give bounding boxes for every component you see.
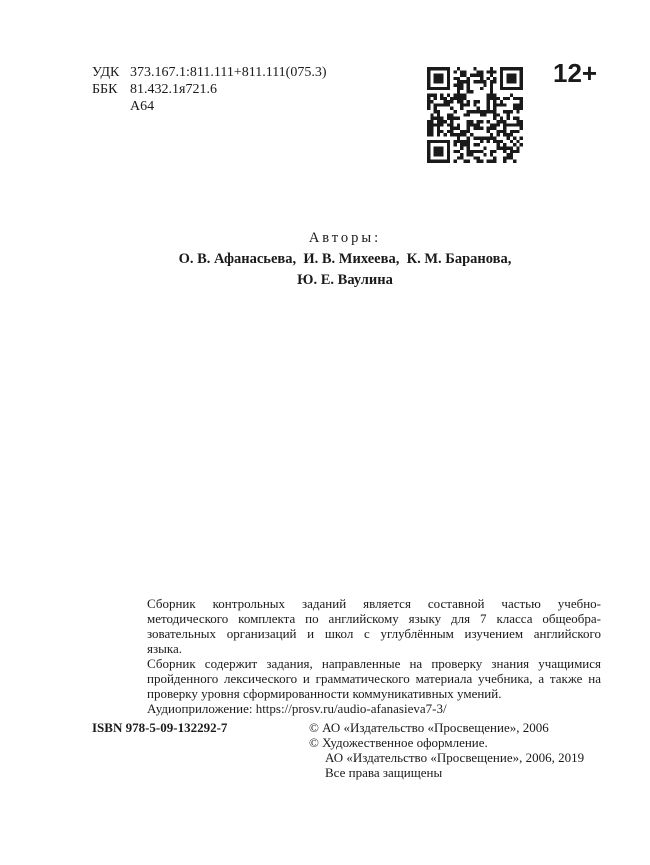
authors-heading: Авторы: [308,230,382,246]
bbk-label: ББК [92,82,118,97]
author-mark: А64 [130,99,155,114]
desc-line: Сборник контрольных заданий является составной частью учебно- [147,596,601,611]
audio-link: Аудиоприложение: https://prosv.ru/audio-afanasieva7-3/ [147,701,447,716]
copyright-line: Все права защищены [325,765,443,780]
authors-names-line2: Ю. Е. Ваулина [297,272,393,288]
desc-line: пройденного лексического и грамматического материала учебника, а также на [147,671,601,686]
desc-line: Сборник содержит задания, направленные на проверку знания учащимися [147,656,601,671]
authors-block [0,228,650,291]
qr-code [427,67,523,163]
description [147,596,601,716]
desc-line: языка. [147,641,182,656]
desc-line: методического комплекта по английскому языку для 7 класса общеобра- [147,611,601,626]
isbn: ISBN 978-5-09-132292-7 [92,720,228,735]
desc-line: зовательных организаций и школ с углублённым изучением английского [147,626,601,641]
copyright-line: © Художественное оформление. [309,735,488,750]
copyright-line: © АО «Издательство «Просвещение», 2006 [309,720,549,735]
catalog-codes [92,64,327,115]
udk-label: УДК [92,65,120,80]
bbk-value: 81.432.1я721.6 [130,82,217,97]
age-rating: 12+ [553,58,598,88]
copyright-line: АО «Издательство «Просвещение», 2006, 2019 [325,750,585,765]
copyright-block [309,720,584,780]
udk-value: 373.167.1:811.111+811.111(075.3) [130,65,327,80]
desc-line: проверку уровня сформированности коммуникативных умений. [147,686,502,701]
authors-names-line1: О. В. Афанасьева, И. В. Михеева, К. М. Баранова, [178,251,512,267]
